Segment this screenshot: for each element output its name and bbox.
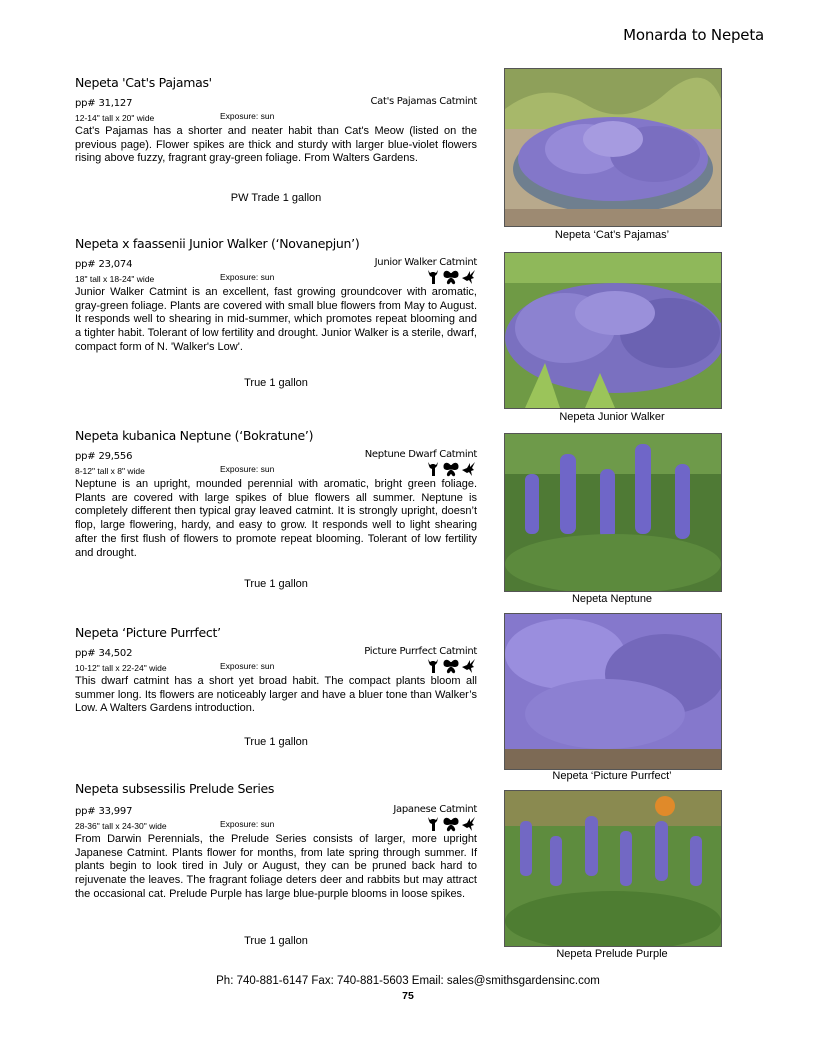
plant-photo-picture-purrfect [504,613,722,770]
plant-entry [75,428,477,560]
container-size: True 1 gallon [244,578,308,590]
deer-resistant-icon [425,816,441,832]
butterfly-icon [443,461,459,477]
photo-caption: Nepeta Neptune [571,593,653,605]
common-name: Neptune Dwarf Catmint [364,449,477,460]
butterfly-icon [443,816,459,832]
exposure: Exposure: sun [220,111,275,121]
deer-resistant-icon [425,658,441,674]
deer-resistant-icon [425,461,441,477]
plant-photo-cats-pajamas [504,68,722,227]
container-size: PW Trade 1 gallon [230,192,322,204]
exposure: Exposure: sun [220,464,275,474]
plant-name: Nepeta x faassenii Junior Walker (‘Novanepjun’) [75,236,360,251]
container-size: True 1 gallon [244,935,308,947]
photo-caption: Nepeta Junior Walker [559,411,665,423]
attribute-icons [425,658,477,674]
hummingbird-icon [461,269,477,285]
common-name: Cat's Pajamas Catmint [370,96,477,107]
butterfly-icon [443,269,459,285]
container-size: True 1 gallon [244,377,308,389]
plant-entry [75,781,477,902]
page-header-title: Monarda to Nepeta [623,26,764,44]
attribute-icons [425,461,477,477]
plant-name: Nepeta ‘Picture Purrfect’ [75,625,221,640]
plant-size: 10-12" tall x 22-24" wide [75,663,167,673]
plant-description: Cat's Pajamas has a shorter and neater habit than Cat's Meow (listed on the previous page). Flower spikes are thick and sturdy with larger blue-violet flowers rising above fuzzy, fragrant gray-green foliage. From Walters Gardens. [75,125,477,165]
patent-number: pp# 29,556 [75,451,133,462]
plant-description: Junior Walker Catmint is an excellent, fast growing groundcover with aromatic, gray-green foliage. Plants are covered with small blue flowers from May to August. It responds well to shearing in mid-summer, which promotes repeat blooming and a tighter habit. Tolerant of low fertility and drought. Junior Walker is a sterile, dwarf, compact form of N. 'Walker's Low'. [75,286,477,353]
plant-description: Neptune is an upright, mounded perennial with aromatic, bright green foliage. Plants are covered with large spikes of blue flowers all summer. Neptune is completely different then typical gray leaved catmint. It is strongly upright, doesn’t flop, large flowering, hardy, and easy to grow. It responds well to light shearing after the first flush of flowers to promote repeat blooming. Tolerant of low fertility and drought. [75,478,477,559]
page-number: 75 [402,990,414,1002]
hummingbird-icon [461,658,477,674]
common-name: Japanese Catmint [393,804,477,815]
plant-photo-junior-walker [504,252,722,409]
contact-footer: Ph: 740-881-6147 Fax: 740-881-5603 Email: sales@smithsgardensinc.com [216,975,600,987]
plant-size: 8-12" tall x 8" wide [75,466,145,476]
patent-number: pp# 33,997 [75,806,133,817]
hummingbird-icon [461,461,477,477]
plant-description: From Darwin Perennials, the Prelude Series consists of larger, more upright Japanese Catmint. Plants flower for months, from late spring through summer. If plants begin to look tired in July or August, they can be pruned back hard to rejuvenate the leaves. The fragrant foliage deters deer and rabbits but may attract the occasional cat. Prelude Purple has large blue-purple blooms in loose spikes. [75,833,477,900]
plant-name: Nepeta 'Cat's Pajamas' [75,75,212,90]
plant-size: 12-14" tall x 20" wide [75,113,155,123]
exposure: Exposure: sun [220,661,275,671]
plant-name: Nepeta kubanica Neptune (‘Bokratune’) [75,428,314,443]
plant-entry [75,75,477,166]
deer-resistant-icon [425,269,441,285]
attribute-icons [425,269,477,285]
attribute-icons [425,816,477,832]
patent-number: pp# 34,502 [75,648,133,659]
plant-entry [75,625,477,716]
common-name: Picture Purrfect Catmint [364,646,477,657]
photo-caption: Nepeta Prelude Purple [556,948,668,960]
hummingbird-icon [461,816,477,832]
plant-name: Nepeta subsessilis Prelude Series [75,781,275,796]
exposure: Exposure: sun [220,272,275,282]
photo-caption: Nepeta ‘Picture Purrfect’ [552,770,672,782]
photo-caption: Nepeta ‘Cat’s Pajamas’ [554,229,670,241]
butterfly-icon [443,658,459,674]
plant-size: 28-36" tall x 24-30" wide [75,821,167,831]
plant-photo-neptune [504,433,722,592]
patent-number: pp# 31,127 [75,98,133,109]
plant-description: This dwarf catmint has a short yet broad habit. The compact plants bloom all summer long. Its flowers are noticeably larger and have a bluer tone than Walker’s Low. A Walters Gardens introduction. [75,675,477,715]
plant-size: 18" tall x 18-24" wide [75,274,155,284]
exposure: Exposure: sun [220,819,275,829]
common-name: Junior Walker Catmint [374,257,477,268]
plant-entry [75,236,477,355]
plant-photo-prelude-purple [504,790,722,947]
patent-number: pp# 23,074 [75,259,133,270]
container-size: True 1 gallon [244,736,308,748]
